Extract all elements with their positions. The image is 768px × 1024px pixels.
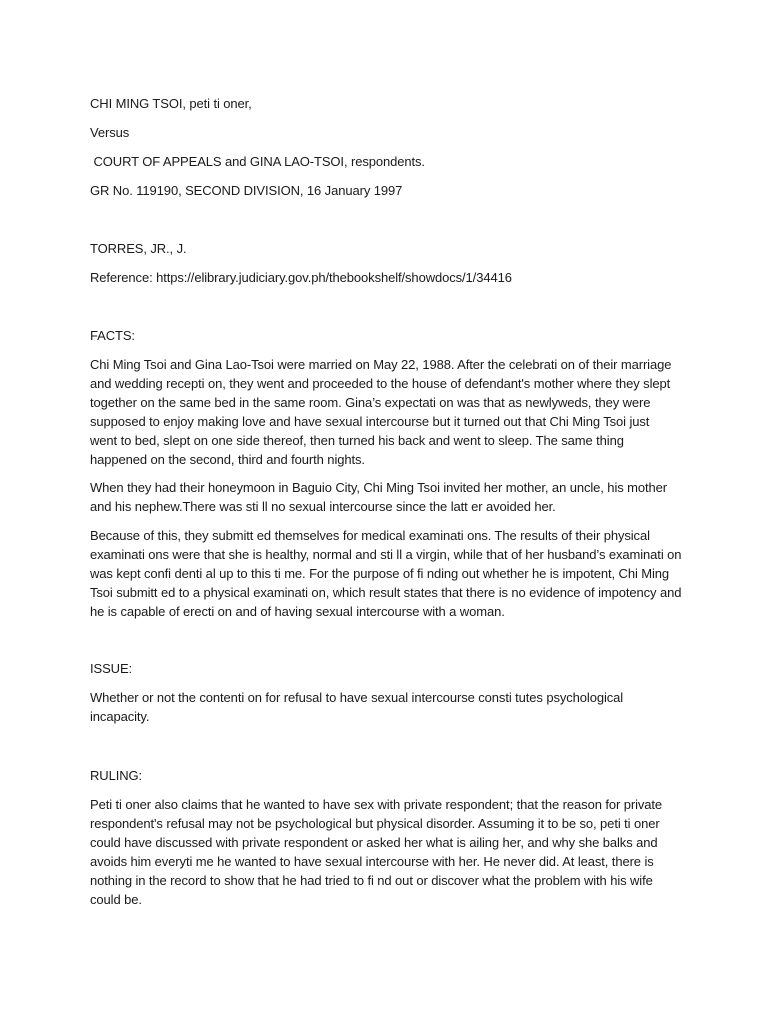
facts-paragraph-2 [90, 478, 690, 516]
ruling-paragraph [90, 795, 690, 909]
facts-paragraph-1 [90, 355, 690, 469]
ponente-line: TORRES, JR., J. [90, 241, 187, 256]
text-line: and his nephew.There was sti ll no sexual intercourse since the latt er avoided her. [90, 499, 556, 514]
facts-heading: FACTS: [90, 328, 135, 343]
text-line: could be. [90, 892, 142, 907]
text-line: supposed to enjoy making love and have sexual intercourse but it turned out that Chi Ming Tsoi just [90, 414, 650, 429]
text-line: was kept confi denti al up to this ti me. For the purpose of fi nding out whether he is impotent, Chi Ming [90, 566, 670, 581]
ruling-heading: RULING: [90, 768, 143, 783]
respondents-line: COURT OF APPEALS and GINA LAO-TSOI, respondents. [90, 154, 425, 169]
text-line: When they had their honeymoon in Baguio City, Chi Ming Tsoi invited her mother, an uncle, his mother [90, 480, 668, 495]
issue-heading: ISSUE: [90, 661, 133, 676]
text-line: happened on the second, third and fourth nights. [90, 452, 365, 467]
versus-line: Versus [90, 125, 130, 140]
text-line: Tsoi submitt ed to a physical examinati on, which result states that there is no evidence of impotency and [90, 585, 682, 600]
issue-paragraph [90, 688, 690, 726]
text-line: Whether or not the contenti on for refusal to have sexual intercourse consti tutes psychological [90, 690, 624, 705]
text-line: Peti ti oner also claims that he wanted to have sex with private respondent; that the reason for private [90, 797, 663, 812]
text-line: went to bed, slept on one side thereof, then turned his back and went to sleep. The same thing [90, 433, 624, 448]
text-line: avoids him everyti me he wanted to have sexual intercourse with her. He never did. At least, there is [90, 854, 654, 869]
text-line: could have discussed with private respondent or asked her what is ailing her, and why she balks and [90, 835, 658, 850]
text-line: Chi Ming Tsoi and Gina Lao-Tsoi were married on May 22, 1988. After the celebrati on of their marriage [90, 357, 672, 372]
text-line: together on the same bed in the same room. Gina’s expectati on was that as newlyweds, they were [90, 395, 651, 410]
text-line: examinati ons were that she is healthy, normal and sti ll a virgin, while that of her husband’s examinati on [90, 547, 682, 562]
petitioner-line: CHI MING TSOI, peti ti oner, [90, 96, 252, 111]
text-line: respondent's refusal may not be psychological but physical disorder. Assuming it to be so, peti ti oner [90, 816, 660, 831]
case-number-line: GR No. 119190, SECOND DIVISION, 16 January 1997 [90, 183, 403, 198]
text-line: incapacity. [90, 709, 150, 724]
text-line: nothing in the record to show that he had tried to fi nd out or discover what the problem with his wife [90, 873, 653, 888]
text-line: Because of this, they submitt ed themselves for medical examinati ons. The results of their physical [90, 528, 650, 543]
facts-paragraph-3 [90, 526, 690, 621]
reference-line: Reference: https://elibrary.judiciary.gov.ph/thebookshelf/showdocs/1/34416 [90, 270, 512, 285]
text-line: and wedding recepti on, they went and proceeded to the house of defendant's mother where they slept [90, 376, 671, 391]
text-line: he is capable of erecti on and of having sexual intercourse with a woman. [90, 604, 505, 619]
